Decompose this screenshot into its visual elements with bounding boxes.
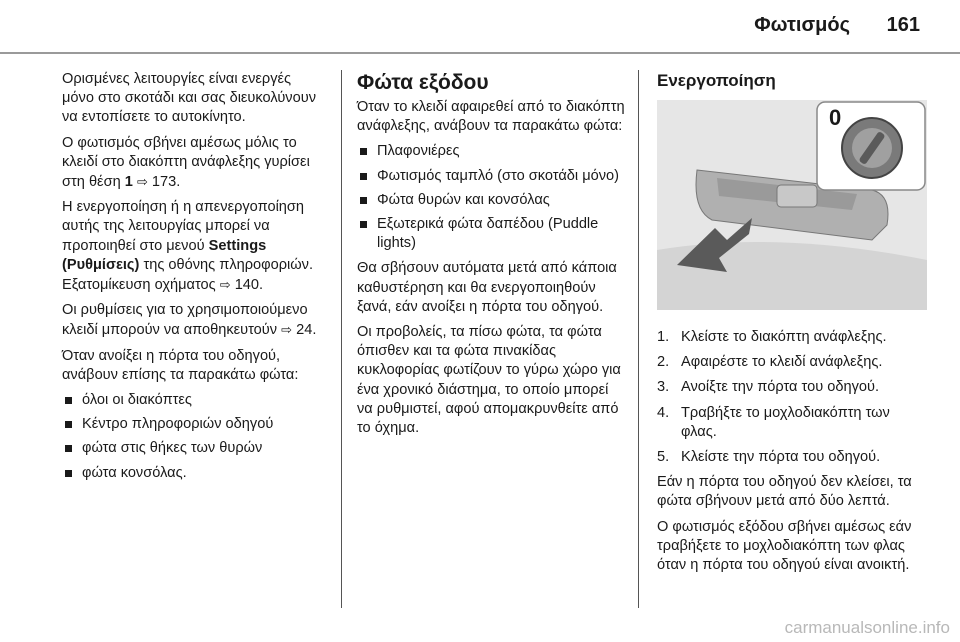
list-item: 3. Ανοίξτε την πόρτα του οδηγού. (657, 379, 880, 396)
list-item: φώτα κονσόλας. (62, 464, 322, 483)
list-item: 2. Αφαιρέστε το κλειδί ανάφλεξης. (657, 354, 883, 371)
paragraph: Οι ρυθμίσεις για το χρησιμοποιούμενο κλειδί μπορούν να αποθηκευτούν ⇨ 24. (62, 302, 317, 339)
paragraph: Όταν ανοίξει η πόρτα του οδηγού, ανάβουν επίσης τα παρακάτω φώτα: (62, 347, 299, 383)
column-right (657, 70, 927, 581)
list-item: 1. Κλείστε το διακόπτη ανάφλεξης. (657, 329, 887, 345)
page-ref-arrow-icon: ⇨ (136, 174, 148, 190)
header-divider (0, 52, 960, 54)
section-title: Φωτισμός (754, 14, 850, 36)
bullet-list (62, 391, 322, 483)
list-item: φώτα στις θήκες των θυρών (62, 439, 322, 458)
list-item: Φώτα θυρών και κονσόλας (357, 191, 627, 210)
list-item: 5. Κλείστε την πόρτα του οδηγού. (657, 449, 881, 466)
column-middle (357, 70, 627, 444)
page-ref-arrow-icon: ⇨ (281, 322, 293, 338)
list-item: Εξωτερικά φώτα δαπέδου (Puddle lights) (357, 215, 627, 253)
section-heading: Φώτα εξόδου (357, 71, 489, 94)
page-ref[interactable]: 24. (296, 322, 317, 339)
list-item: 4. Τραβήξτε το μοχλοδιακόπτη των φλας. (657, 404, 890, 440)
paragraph: Θα σβήσουν αυτόματα μετά από κάποια καθυστέρηση και θα ενεργοποιηθούν ξανά, εάν ανοίξει η πόρτα του οδηγού. (357, 260, 617, 315)
paragraph: Ο φωτισμός σβήνει αμέσως μόλις το κλειδί στο διακόπτη ανάφλεξης γυρίσει στη θέση 1 ⇨ 173. (62, 134, 310, 191)
page-header (0, 0, 960, 40)
column-divider (638, 70, 639, 608)
column-divider (341, 70, 342, 608)
turn-signal-lever-figure (657, 100, 927, 310)
paragraph: Η ενεργοποίηση ή η απενεργοποίηση αυτής της λειτουργίας μπορεί να προποιηθεί στο μενού Settings (Ρυθμίσεις) της οθόνης πληροφοριών. Εξατομίκευση οχήματος ⇨ 140. (62, 199, 314, 294)
page-ref-arrow-icon: ⇨ (219, 277, 231, 293)
bullet-list (357, 142, 627, 253)
position-number: 1 (124, 174, 133, 191)
page-ref[interactable]: 173. (151, 174, 181, 191)
section-heading: Ενεργοποίηση (657, 71, 776, 90)
list-item: Κέντρο πληροφοριών οδηγού (62, 415, 322, 434)
paragraph: Οι προβολείς, τα πίσω φώτα, τα φώτα όπισθεν και τα φώτα πινακίδας κυκλοφορίας φωτίζουν το γύρω χώρο για ένα χρονικό διάστημα, το οποίο μπορεί να ρυθμιστεί, αφού απομακρυνθείτε από το όχημα. (357, 324, 621, 437)
figure-label: 0 (829, 105, 842, 130)
page-number: 161 (886, 14, 920, 36)
numbered-list (657, 328, 927, 467)
paragraph: Ορισμένες λειτουργίες είναι ενεργές μόνο στο σκοτάδι και σας διευκολύνουν να εντοπίσετε το αυτοκίνητο. (62, 71, 316, 126)
list-item: Πλαφονιέρες (357, 142, 627, 161)
menu-name: Settings (Ρυθμίσεις) (62, 237, 267, 273)
lever-illustration (657, 100, 927, 310)
paragraph: Όταν το κλειδί αφαιρεθεί από το διακόπτη ανάφλεξης, ανάβουν τα παρακάτω φώτα: (357, 99, 625, 135)
list-item: Φωτισμός ταμπλό (στο σκοτάδι μόνο) (357, 167, 627, 186)
list-item: όλοι οι διακόπτες (62, 391, 322, 410)
column-left (62, 70, 322, 489)
paragraph: Ο φωτισμός εξόδου σβήνει αμέσως εάν τραβήξετε το μοχλοδιακόπτη των φλας όταν η πόρτα του οδηγού είναι ανοικτή. (657, 518, 912, 574)
page-ref[interactable]: 140. (234, 277, 264, 294)
watermark: carmanualsonline.info (784, 618, 950, 637)
paragraph: Εάν η πόρτα του οδηγού δεν κλείσει, τα φώτα σβήνουν μετά από δύο λεπτά. (657, 474, 912, 510)
